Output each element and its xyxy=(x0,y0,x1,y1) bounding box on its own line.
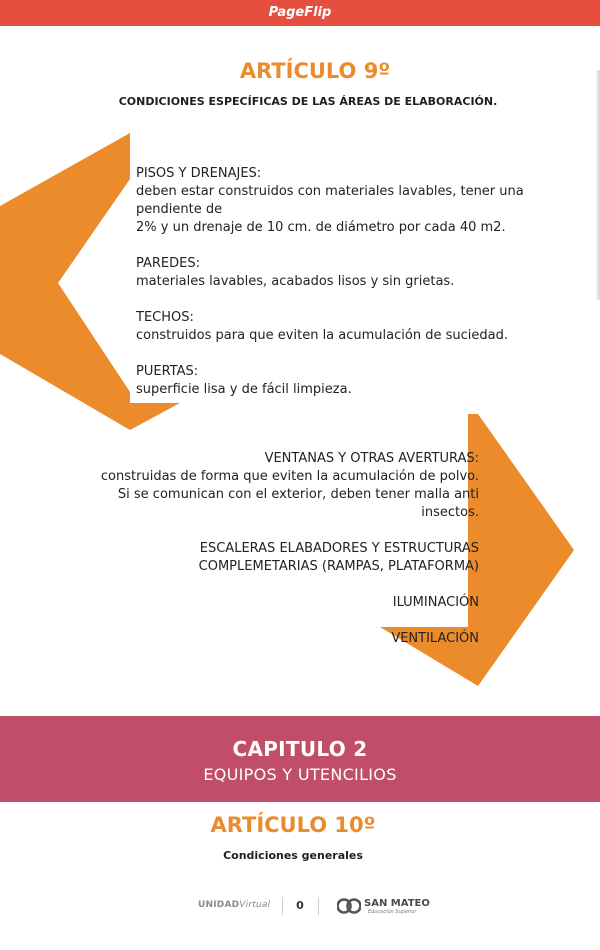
section-techos xyxy=(136,309,536,345)
chapter-title: CAPITULO 2 xyxy=(232,737,368,761)
page-footer xyxy=(0,893,600,919)
section-heading: ILUMINACIÓN xyxy=(392,595,479,610)
page-number: 0 xyxy=(296,899,304,912)
unidad-virtual-logo xyxy=(198,900,270,910)
right-conditions-list xyxy=(100,450,479,666)
san-mateo-logo-icon xyxy=(337,895,361,917)
article-10-title: ARTÍCULO 10º xyxy=(210,813,376,837)
section-heading: PISOS Y DRENAJES: xyxy=(136,166,262,181)
left-conditions-list xyxy=(136,165,536,417)
unidad-virtual-logo-italic: Virtual xyxy=(239,900,271,910)
section-line: COMPLEMETARIAS (RAMPAS, PLATAFORMA) xyxy=(198,559,479,574)
san-mateo-brand-name: SAN MATEO xyxy=(364,898,430,909)
section-paredes xyxy=(136,255,536,291)
section-heading: PUERTAS: xyxy=(136,364,199,379)
section-ventilacion xyxy=(100,630,479,648)
article-9-title: ARTÍCULO 9º xyxy=(239,59,391,83)
section-line: pendiente de xyxy=(136,202,223,217)
section-line: construidas de forma que eviten la acumulación de polvo. xyxy=(100,469,479,484)
article-10-subtitle: Condiciones generales xyxy=(223,849,363,862)
section-puertas xyxy=(136,363,536,399)
footer-divider xyxy=(282,897,283,915)
section-line: deben estar construidos con materiales lavables, tener una xyxy=(136,184,524,199)
section-heading: VENTANAS Y OTRAS AVERTURAS: xyxy=(264,451,479,466)
section-line: insectos. xyxy=(421,505,479,520)
section-iluminacion xyxy=(100,594,479,612)
section-line: construidos para que eviten la acumulación de suciedad. xyxy=(136,328,508,343)
footer-divider xyxy=(318,897,319,915)
unidad-virtual-logo-bold: UNIDAD xyxy=(198,900,240,910)
section-line: superficie lisa y de fácil limpieza. xyxy=(136,382,352,397)
section-line: Si se comunican con el exterior, deben tener malla anti xyxy=(117,487,479,502)
chapter-banner xyxy=(0,716,600,802)
section-pisos xyxy=(136,165,536,237)
article-9-subtitle: CONDICIONES ESPECÍFICAS DE LAS ÁREAS DE ELABORACIÓN. xyxy=(118,95,498,108)
san-mateo-tagline: Educación Superior xyxy=(368,909,417,915)
section-line: 2% y un drenaje de 10 cm. de diámetro por cada 40 m2. xyxy=(136,220,506,235)
app-title: PageFlip xyxy=(268,5,332,20)
chapter-subtitle: EQUIPOS Y UTENCILIOS xyxy=(203,765,397,784)
section-heading: VENTILACIÓN xyxy=(391,631,479,646)
section-escaleras xyxy=(100,540,479,576)
section-line: materiales lavables, acabados lisos y sin grietas. xyxy=(136,274,455,289)
section-heading: PAREDES: xyxy=(136,256,201,271)
section-heading: TECHOS: xyxy=(136,310,194,325)
section-heading: ESCALERAS ELABADORES Y ESTRUCTURAS xyxy=(199,541,479,556)
section-ventanas xyxy=(100,450,479,522)
